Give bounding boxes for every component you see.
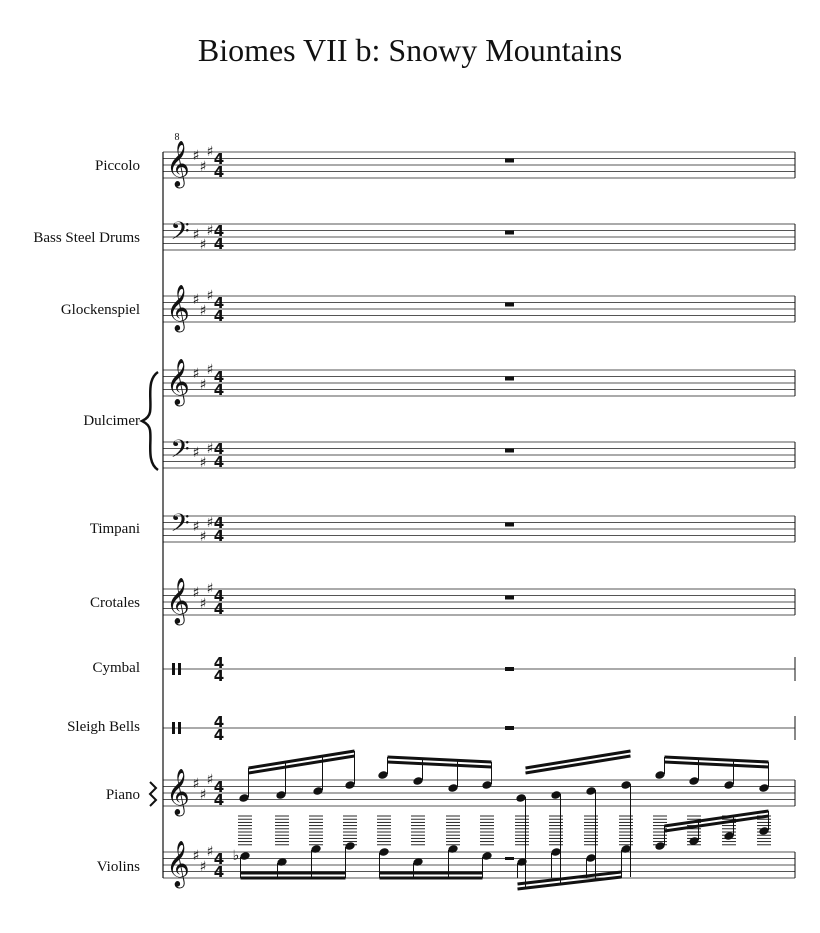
whole-rest <box>505 231 514 235</box>
key-signature-sharp: ♯ <box>199 787 207 803</box>
treble-clef: 𝄞 <box>166 141 190 187</box>
score-title: Biomes VII b: Snowy Mountains <box>197 32 623 68</box>
time-signature-denominator: 4 <box>213 163 225 181</box>
key-signature-sharp: ♯ <box>199 377 207 393</box>
whole-rest <box>505 857 514 860</box>
staff <box>163 716 795 740</box>
time-signature-denominator: 4 <box>213 381 225 399</box>
key-signature-sharp: ♯ <box>192 292 200 308</box>
key-signature-sharp: ♯ <box>192 585 200 601</box>
time-signature-denominator: 4 <box>213 600 225 618</box>
instrument-label-dulcimer: Dulcimer <box>83 413 140 429</box>
key-signature-sharp: ♯ <box>206 362 214 378</box>
time-signature-numerator: 4 <box>213 222 225 240</box>
key-signature-sharp: ♯ <box>199 596 207 612</box>
time-signature-numerator: 4 <box>213 294 225 312</box>
percussion-clef <box>172 722 175 734</box>
key-signature-sharp: ♯ <box>192 227 200 243</box>
staff <box>163 296 795 322</box>
time-signature-denominator: 4 <box>213 667 225 685</box>
bass-clef: 𝄢 <box>170 509 190 544</box>
staff <box>163 370 795 396</box>
treble-clef: 𝄞 <box>166 359 190 405</box>
percussion-clef <box>172 663 175 675</box>
time-signature-numerator: 4 <box>213 778 225 796</box>
staff <box>163 516 795 542</box>
instrument-label-piccolo: Piccolo <box>95 158 140 174</box>
whole-rest <box>505 159 514 163</box>
key-signature-sharp: ♯ <box>206 515 214 531</box>
key-signature-sharp: ♯ <box>192 848 200 864</box>
staff <box>163 657 795 681</box>
time-signature-denominator: 4 <box>213 527 225 545</box>
bass-clef: 𝄢 <box>170 435 190 470</box>
staff <box>163 442 795 468</box>
instrument-label-violins: Violins <box>96 859 140 875</box>
time-signature-denominator: 4 <box>213 235 225 253</box>
treble-clef: 𝄞 <box>166 578 190 624</box>
time-signature-denominator: 4 <box>213 791 225 809</box>
key-signature-sharp: ♯ <box>206 288 214 304</box>
treble-clef: 𝄞 <box>166 841 190 887</box>
key-signature-sharp: ♯ <box>199 859 207 875</box>
whole-rest <box>505 667 514 671</box>
arpeggio-mark <box>150 782 156 806</box>
whole-rest <box>505 596 514 600</box>
time-signature-numerator: 4 <box>213 654 225 672</box>
key-signature-sharp: ♯ <box>192 519 200 535</box>
time-signature-numerator: 4 <box>213 150 225 168</box>
key-signature-sharp: ♯ <box>199 455 207 471</box>
key-signature-sharp: ♯ <box>199 529 207 545</box>
treble-clef: 𝄞 <box>166 769 190 815</box>
time-signature-numerator: 4 <box>213 587 225 605</box>
key-signature-sharp: ♯ <box>206 844 214 860</box>
instrument-label-crotales: Crotales <box>90 595 140 611</box>
key-signature-sharp: ♯ <box>199 159 207 175</box>
key-signature-sharp: ♯ <box>206 772 214 788</box>
instrument-label-piano: Piano <box>105 787 140 803</box>
instrument-label-bass-steel-drums: Bass Steel Drums <box>33 230 140 246</box>
dulcimer-brace <box>142 372 158 470</box>
treble-clef: 𝄞 <box>166 285 190 331</box>
percussion-clef <box>178 722 181 734</box>
staff <box>163 589 795 615</box>
whole-rest <box>505 303 514 307</box>
key-signature-sharp: ♯ <box>206 441 214 457</box>
time-signature-denominator: 4 <box>213 453 225 471</box>
time-signature-numerator: 4 <box>213 713 225 731</box>
key-signature-sharp: ♯ <box>206 223 214 239</box>
key-signature-sharp: ♯ <box>192 366 200 382</box>
time-signature-numerator: 4 <box>213 850 225 868</box>
time-signature-denominator: 4 <box>213 863 225 881</box>
percussion-clef <box>178 663 181 675</box>
staff <box>163 152 795 178</box>
octave-mark: 8 <box>174 132 180 143</box>
instrument-label-timpani: Timpani <box>89 521 140 537</box>
whole-rest <box>505 377 514 381</box>
instrument-label-cymbal: Cymbal <box>92 660 140 676</box>
key-signature-sharp: ♯ <box>192 445 200 461</box>
flat-accidental: ♭ <box>232 848 240 864</box>
key-signature-sharp: ♯ <box>192 148 200 164</box>
whole-rest <box>505 523 514 527</box>
key-signature-sharp: ♯ <box>206 144 214 160</box>
whole-rest <box>505 726 514 730</box>
key-signature-sharp: ♯ <box>199 303 207 319</box>
key-signature-sharp: ♯ <box>199 237 207 253</box>
whole-rest <box>505 449 514 453</box>
instrument-label-glockenspiel: Glockenspiel <box>60 302 140 318</box>
time-signature-numerator: 4 <box>213 368 225 386</box>
time-signature-denominator: 4 <box>213 726 225 744</box>
key-signature-sharp: ♯ <box>192 776 200 792</box>
key-signature-sharp: ♯ <box>206 581 214 597</box>
time-signature-denominator: 4 <box>213 307 225 325</box>
instrument-label-sleigh-bells: Sleigh Bells <box>67 719 140 735</box>
staff <box>163 224 795 250</box>
time-signature-numerator: 4 <box>213 440 225 458</box>
staff <box>163 780 795 806</box>
bass-clef: 𝄢 <box>170 217 190 252</box>
time-signature-numerator: 4 <box>213 514 225 532</box>
